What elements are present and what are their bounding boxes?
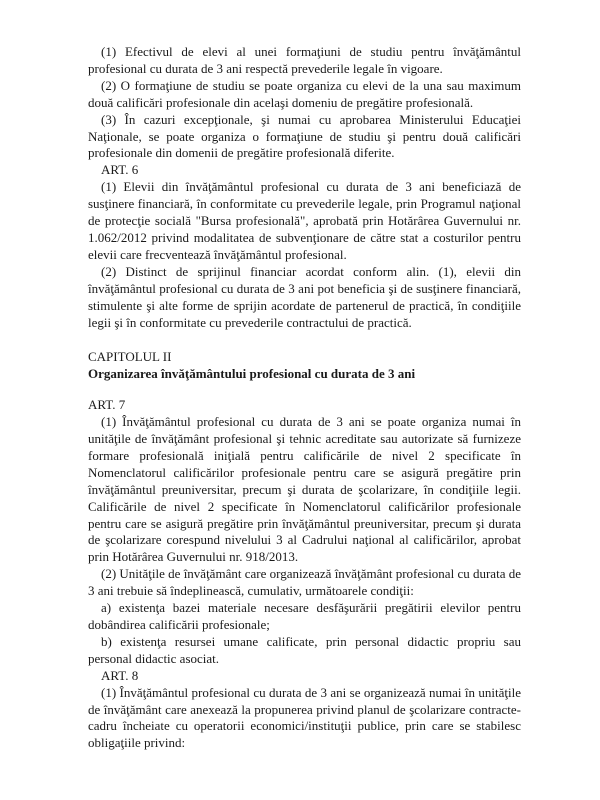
art7-paragraph-2: (2) Unităţile de învăţământ care organizează învăţământ profesional cu durata de 3 ani trebuie să îndeplinească, cumulativ, următoarele condiţii: (88, 566, 521, 599)
art6-paragraph-1: (1) Elevii din învăţământul profesional cu durata de 3 ani beneficiază de susţinere financiară, în conformitate cu prevederile legale, prin Programul naţional de protecţie socială "Bursa profesională", aprobată prin Hotărârea Guvernului nr. 1.062/2012 privind modalitatea de subvenţionare de către stat a costurilor pentru elevii care frecventează învăţământul profesional. (88, 179, 521, 262)
chapter-label: CAPITOLUL II (88, 349, 172, 365)
art8-heading: ART. 8 (101, 667, 139, 683)
document-page (88, 44, 521, 752)
art5-paragraph-1: (1) Efectivul de elevi al unei formaţiuni de studiu pentru învăţământul profesional cu durata de 3 ani respectă prevederile legale în vigoare. (88, 44, 521, 76)
chapter-title: Organizarea învăţământului profesional cu durata de 3 ani (88, 366, 416, 382)
art7-item-a: a) existenţa bazei materiale necesare desfăşurării pregătirii elevilor pentru dobândirea calificării profesionale; (88, 600, 521, 632)
art7-paragraph-1: (1) Învăţământul profesional cu durata de 3 ani se poate organiza numai în unităţile de învăţământ profesional şi tehnic acreditate sau autorizate să furnizeze formare profesională iniţială pentru calificările de nivel 2 specificate în Nomenclatorul calificărilor profesionale pentru care se asigură pregătire prin învăţământul preuniversitar, precum şi durata de şcolarizare, în condiţiile legii. Calificările de nivel 2 specificate în Nomenclatorul calificărilor profesionale pentru care se asigură pregătire prin învăţământul preuniversitar, precum şi durata de şcolarizare corespund nivelului 3 al Cadrului naţional al calificărilor, aprobat prin Hotărârea Guvernului nr. 918/2013. (88, 414, 521, 565)
art5-paragraph-2: (2) O formaţiune de studiu se poate organiza cu elevi de la una sau maximum două calificări profesionale din acelaşi domeniu de pregătire profesională. (88, 77, 521, 110)
art5-paragraph-3: (3) În cazuri excepţionale, şi numai cu aprobarea Ministerului Educaţiei Naţionale, se poate organiza o formaţiune de studiu şi pentru două calificări profesionale din domenii de pregătire profesională diferite. (88, 111, 521, 161)
art7-item-b: b) existenţa resursei umane calificate, prin personal didactic propriu sau personal didactic asociat. (88, 633, 521, 666)
art8-paragraph-1: (1) Învăţământul profesional cu durata de 3 ani se organizează numai în unităţile de învăţământ care anexează la propunerea privind planul de şcolarizare contracte-cadru încheiate cu operatorii economici/instituţii publice, prin care se stabilesc obligaţiile privind: (88, 684, 521, 751)
section-spacer (88, 331, 521, 349)
art6-heading: ART. 6 (101, 162, 139, 178)
art6-paragraph-2: (2) Distinct de sprijinul financiar acordat conform alin. (1), elevii din învăţământul profesional cu durata de 3 ani pot beneficia şi de susţinere financiară, stimulente şi alte forme de sprijin acordate de partenerul de practică, în condiţiile legii şi în conformitate cu prevederile contractului de practică. (88, 263, 521, 330)
art7-heading: ART. 7 (88, 397, 126, 413)
section-spacer (88, 383, 521, 397)
